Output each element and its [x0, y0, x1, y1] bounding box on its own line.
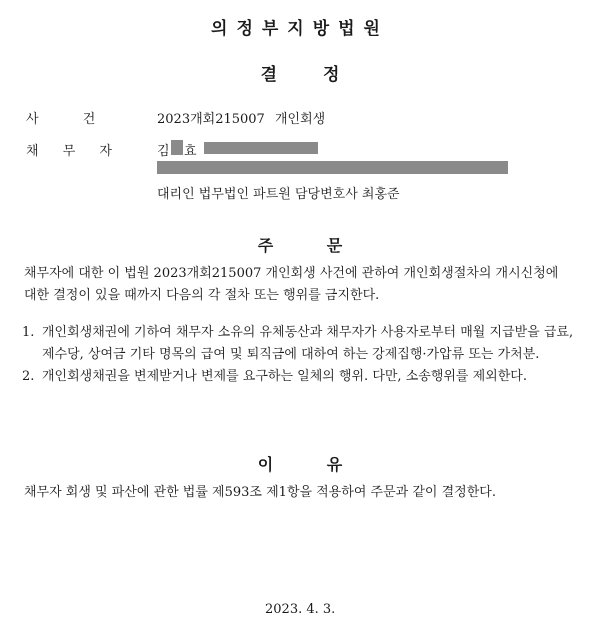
decision-date: 2023. 4. 3.: [265, 602, 336, 617]
case-value: 2023개회215007 개인회생: [157, 112, 326, 127]
debtor-representative: 대리인 법무법인 파트원 담당변호사 최홍준: [157, 187, 400, 202]
order-text: 채무자에 대한 이 법원 2023개회215007 개인회생 사건에 관하여 개인회생절차의 개시신청에 대한 결정이 있을 때까지 다음의 각 절차 또는 행위를 금지한다.: [24, 266, 559, 303]
debtor-name-prefix: 김: [157, 144, 170, 159]
order-heading: 주 문: [257, 236, 343, 255]
order-item-number: 1.: [22, 325, 35, 340]
order-item: [22, 322, 582, 366]
debtor-name-suffix: 효: [184, 144, 197, 159]
debtor-label: 채 무 자: [26, 144, 112, 159]
order-item-list: [22, 322, 582, 388]
order-item-text: 개인회생채권을 변제받거나 변제를 요구하는 일체의 행위. 다만, 소송행위를 제외한다.: [42, 369, 527, 384]
document-type: 결 정: [260, 65, 340, 85]
reason-text: 채무자 회생 및 파산에 관한 법률 제593조 제1항을 적용하여 주문과 같이 결정한다.: [24, 485, 496, 500]
redaction-address-line1: [204, 142, 318, 154]
reason-heading: 이 유: [257, 455, 343, 474]
redaction-name: [171, 140, 183, 155]
case-label: 사 건: [26, 112, 96, 127]
order-item-number: 2.: [22, 369, 35, 384]
order-item-text: 개인회생채권에 기하여 채무자 소유의 유체동산과 채무자가 사용자로부터 매월 지급받을 급료, 제수당, 상여금 기타 명목의 급여 및 퇴직금에 대하여 하는 강제집행·가압류 또는 가처분.: [42, 325, 574, 362]
order-item: [22, 366, 582, 388]
redaction-address-line2: [157, 161, 508, 174]
court-name: 의정부지방법원: [211, 19, 389, 39]
